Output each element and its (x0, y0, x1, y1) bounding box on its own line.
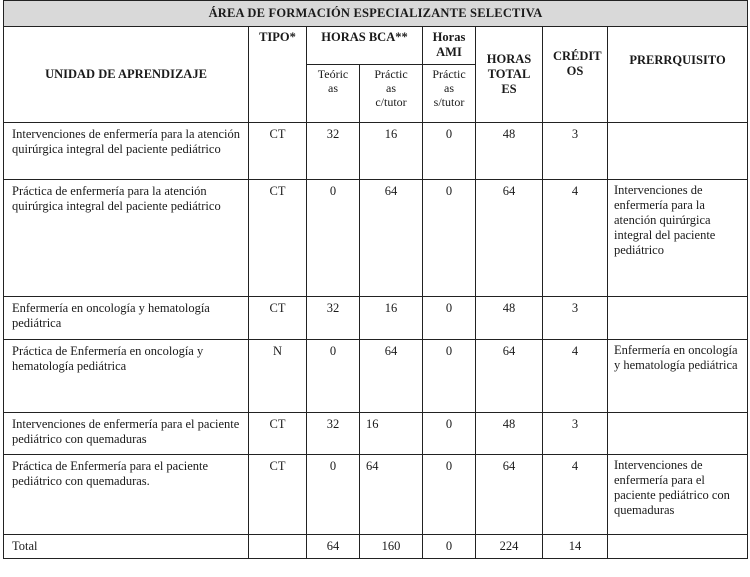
prerrequisito-cell (608, 123, 748, 180)
header-horas-totales: HORAS TOTAL ES (476, 27, 543, 123)
practicas-sin-tutor-cell: 0 (423, 180, 476, 297)
tipo-cell: CT (249, 297, 307, 340)
creditos-cell: 4 (543, 180, 608, 297)
prerrequisito-cell: Intervenciones de enfermería para el paciente pediátrico con quemaduras (608, 455, 748, 535)
header-unidad: UNIDAD DE APRENDIZAJE (4, 27, 249, 123)
total-prerrequisito-cell (608, 535, 748, 559)
header-practicas-sin-tutor: Práctic as s/tutor (423, 65, 476, 123)
total-practicas-sin-tutor: 0 (423, 535, 476, 559)
prerrequisito-cell (608, 297, 748, 340)
table-row (4, 297, 748, 340)
table-title: ÁREA DE FORMACIÓN ESPECIALIZANTE SELECTIVA (4, 1, 748, 27)
teoricas-cell: 32 (307, 297, 360, 340)
unidad-cell: Intervenciones de enfermería para la atención quirúrgica integral del paciente pediátrico (4, 123, 249, 180)
creditos-cell: 4 (543, 455, 608, 535)
total-cell: 64 (476, 455, 543, 535)
teoricas-cell: 32 (307, 123, 360, 180)
total-cell: 64 (476, 340, 543, 413)
tipo-cell: N (249, 340, 307, 413)
header-teoricas: Teóric as (307, 65, 360, 123)
practicas-sin-tutor-cell: 0 (423, 455, 476, 535)
unidad-cell: Práctica de Enfermería para el paciente pediátrico con quemaduras. (4, 455, 249, 535)
total-creditos: 14 (543, 535, 608, 559)
study-plan-table (3, 0, 748, 559)
practicas-tutor-cell: 64 (360, 340, 423, 413)
total-cell: 64 (476, 180, 543, 297)
unidad-cell: Enfermería en oncología y hematología pediátrica (4, 297, 249, 340)
header-practicas-tutor: Práctic as c/tutor (360, 65, 423, 123)
table-row (4, 180, 748, 297)
unidad-cell: Intervenciones de enfermería para el paciente pediátrico con quemaduras (4, 413, 249, 455)
total-cell: 48 (476, 297, 543, 340)
tipo-cell: CT (249, 180, 307, 297)
total-label: Total (4, 535, 249, 559)
unidad-cell: Práctica de enfermería para la atención quirúrgica integral del paciente pediátrico (4, 180, 249, 297)
header-creditos: CRÉDIT OS (543, 27, 608, 123)
header-tipo: TIPO* (249, 27, 307, 123)
total-cell: 48 (476, 413, 543, 455)
practicas-sin-tutor-cell: 0 (423, 340, 476, 413)
creditos-cell: 4 (543, 340, 608, 413)
tipo-cell: CT (249, 455, 307, 535)
unidad-cell: Práctica de Enfermería en oncología y hematología pediátrica (4, 340, 249, 413)
header-horas-ami: Horas AMI (423, 27, 476, 65)
total-practicas-tutor: 160 (360, 535, 423, 559)
teoricas-cell: 0 (307, 455, 360, 535)
creditos-cell: 3 (543, 123, 608, 180)
prerrequisito-cell: Enfermería en oncología y hematología pediátrica (608, 340, 748, 413)
header-horas-bca: HORAS BCA** (307, 27, 423, 65)
tipo-cell: CT (249, 123, 307, 180)
tipo-cell: CT (249, 413, 307, 455)
table-row (4, 413, 748, 455)
total-tipo-cell (249, 535, 307, 559)
table-row (4, 455, 748, 535)
total-row (4, 535, 748, 559)
teoricas-cell: 0 (307, 180, 360, 297)
table-row (4, 123, 748, 180)
practicas-tutor-cell: 64 (360, 455, 423, 535)
teoricas-cell: 0 (307, 340, 360, 413)
practicas-tutor-cell: 16 (360, 297, 423, 340)
creditos-cell: 3 (543, 413, 608, 455)
teoricas-cell: 32 (307, 413, 360, 455)
practicas-tutor-cell: 16 (360, 413, 423, 455)
practicas-sin-tutor-cell: 0 (423, 123, 476, 180)
total-horas: 224 (476, 535, 543, 559)
creditos-cell: 3 (543, 297, 608, 340)
prerrequisito-cell: Intervenciones de enfermería para la atención quirúrgica integral del paciente pediátrico (608, 180, 748, 297)
header-prerrequisito: PRERRQUISITO (608, 27, 748, 123)
practicas-sin-tutor-cell: 0 (423, 413, 476, 455)
total-cell: 48 (476, 123, 543, 180)
table-row (4, 340, 748, 413)
prerrequisito-cell (608, 413, 748, 455)
practicas-tutor-cell: 16 (360, 123, 423, 180)
practicas-sin-tutor-cell: 0 (423, 297, 476, 340)
practicas-tutor-cell: 64 (360, 180, 423, 297)
total-teoricas: 64 (307, 535, 360, 559)
